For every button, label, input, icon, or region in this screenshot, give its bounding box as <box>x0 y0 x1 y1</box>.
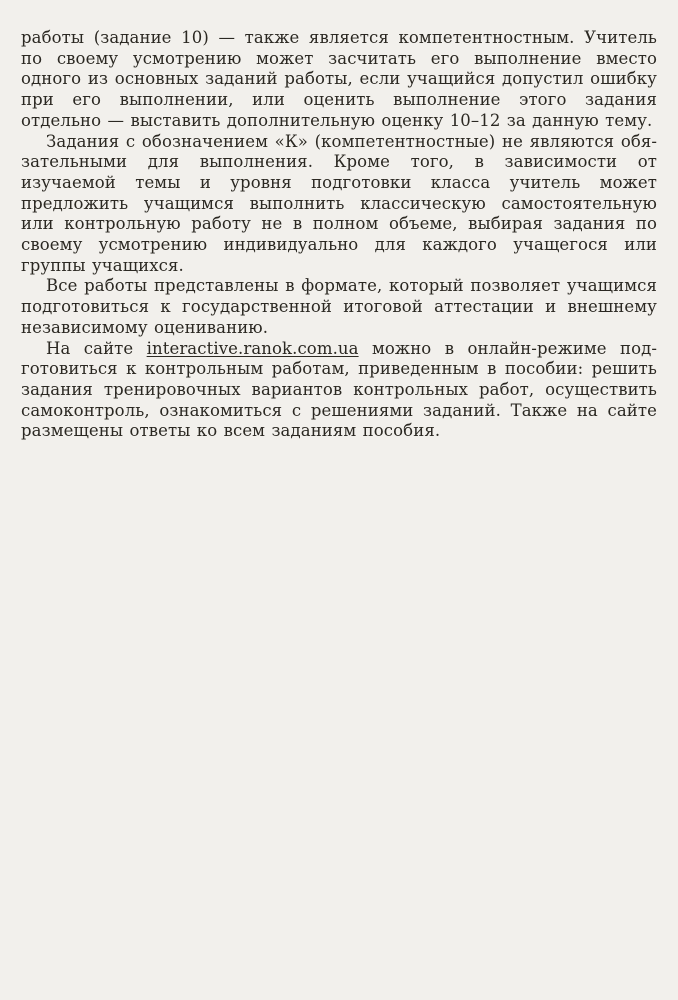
paragraph-k-tasks: Задания с обозначением «К» (компетентностные) не являются обязательными для выполнения. Кроме того, в зависимости от изучаемой темы и уровня подготовки класса учитель может предложить учащимся выполнить классическую самостоятельную или контрольную работу не в полном объеме, выбирая задания по своему усмотрению индивидуально для каждого учащегося или группы учащихся. <box>21 131 657 275</box>
site-url-link: interactive.ranok.com.ua <box>146 338 359 358</box>
paragraph-continuation: работы (задание 10) — также является компетентностным. Учитель по своему усмотрению может засчитать его выполнение вместо одного из основных заданий работы, если учащийся допустил ошибку при его выполнении, или оценить выполнение этого задания отдельно — выставить дополнительную оценку 10–12 за данную тему. <box>21 28 657 130</box>
paragraph-format: Все работы представлены в формате, который позволяет учащимся подготовиться к государственной итоговой аттестации и внешнему независимому оцениванию. <box>21 276 657 337</box>
paragraph-text-before-link: На сайте <box>46 338 147 358</box>
paragraph-text-after-link: можно в онлайн-режиме подготовиться к контрольным работам, приведенным в пособии: решить задания тренировочных вариантов контрольных работ, осуществить самоконтроль, ознакомиться с решениями заданий. Также на сайте размещены ответы ко всем заданиям пособия. <box>21 338 657 441</box>
text-block <box>21 28 657 442</box>
paragraph-website <box>21 339 657 443</box>
